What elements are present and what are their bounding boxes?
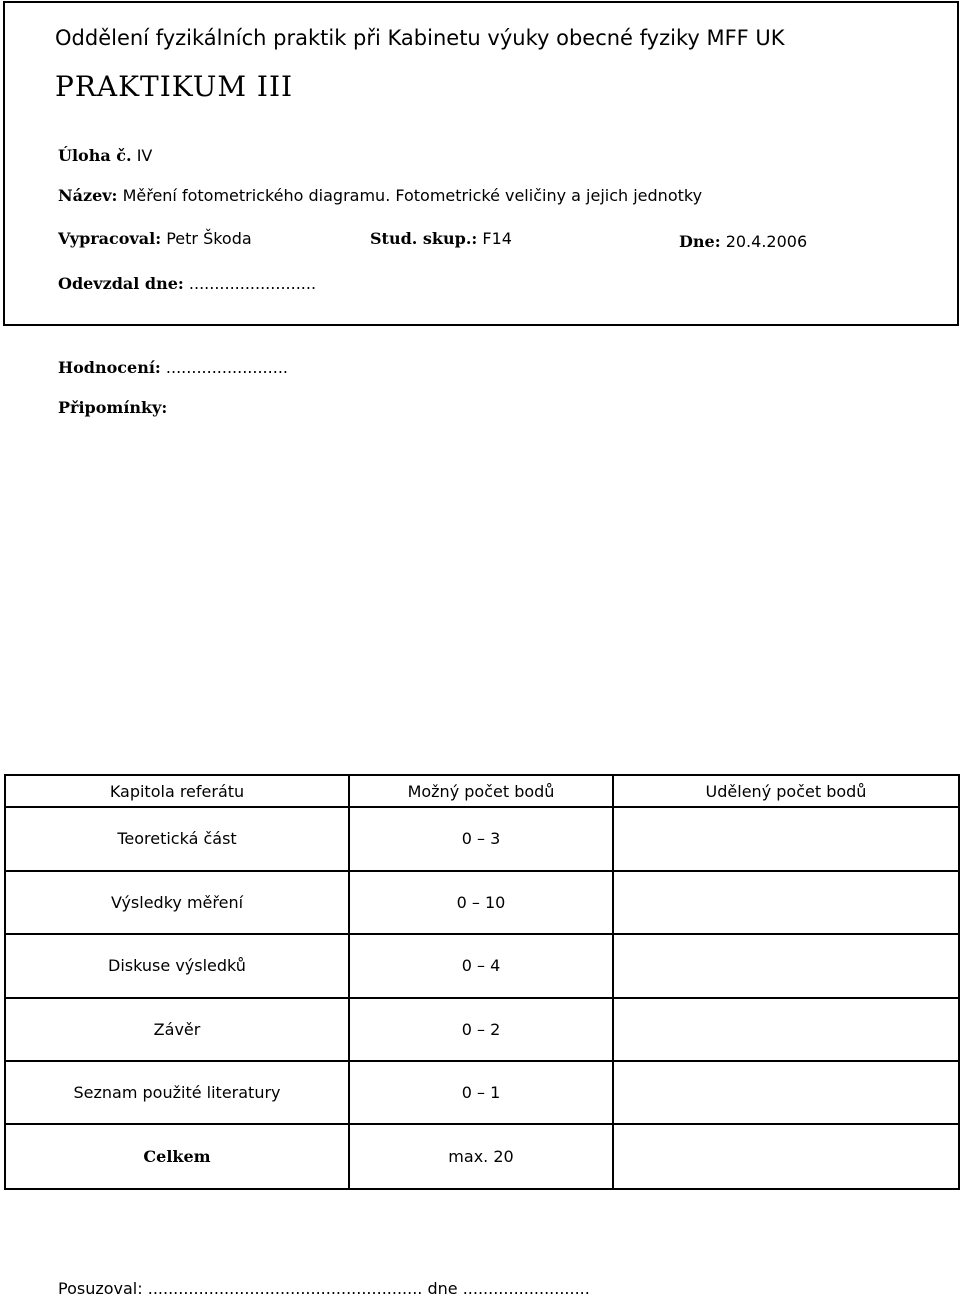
table-row xyxy=(5,871,959,934)
reviewer-label: Posuzoval: xyxy=(58,1279,143,1298)
notes-label: Připomínky: xyxy=(58,398,168,417)
date-value: 20.4.2006 xyxy=(725,232,808,251)
row-chapter: Teoretická část xyxy=(5,807,349,870)
task-label: Úloha č. xyxy=(58,146,132,165)
total-chapter: Celkem xyxy=(5,1124,349,1189)
table-row xyxy=(5,998,959,1061)
row-possible: 0 – 4 xyxy=(349,934,613,997)
header-possible: Možný počet bodů xyxy=(349,775,613,807)
row-possible: 0 – 2 xyxy=(349,998,613,1061)
row-chapter: Výsledky měření xyxy=(5,871,349,934)
task-line xyxy=(58,146,152,165)
row-awarded xyxy=(613,871,959,934)
date-line xyxy=(679,232,807,251)
row-awarded xyxy=(613,807,959,870)
rating-label: Hodnocení: xyxy=(58,358,161,377)
submitted-line xyxy=(58,274,316,293)
reviewer-value: ...................................................... xyxy=(147,1279,423,1298)
score-table-wrapper xyxy=(4,774,958,1190)
row-possible: 0 – 1 xyxy=(349,1061,613,1124)
title-label: Název: xyxy=(58,186,118,205)
author-value: Petr Škoda xyxy=(166,229,252,248)
row-chapter: Diskuse výsledků xyxy=(5,934,349,997)
table-row xyxy=(5,807,959,870)
row-awarded xyxy=(613,998,959,1061)
table-total-row xyxy=(5,1124,959,1189)
total-awarded xyxy=(613,1124,959,1189)
title-value: Měření fotometrického diagramu. Fotometrické veličiny a jejich jednotky xyxy=(122,186,703,205)
table-row xyxy=(5,1061,959,1124)
review-date-value: ......................... xyxy=(462,1279,590,1298)
table-row xyxy=(5,934,959,997)
department-name: Oddělení fyzikálních praktik při Kabinetu výuky obecné fyziky MFF UK xyxy=(55,26,785,50)
notes-line xyxy=(58,398,167,417)
row-chapter: Závěr xyxy=(5,998,349,1061)
score-table xyxy=(4,774,960,1190)
group-label: Stud. skup.: xyxy=(370,229,478,248)
group-line xyxy=(370,229,512,248)
author-line xyxy=(58,229,252,248)
author-label: Vypracoval: xyxy=(58,229,162,248)
header-chapter: Kapitola referátu xyxy=(5,775,349,807)
total-possible: max. 20 xyxy=(349,1124,613,1189)
row-possible: 0 – 3 xyxy=(349,807,613,870)
reviewer-line xyxy=(58,1279,590,1298)
row-awarded xyxy=(613,934,959,997)
rating-value: ........................ xyxy=(165,358,288,377)
table-header-row xyxy=(5,775,959,807)
date-label: Dne: xyxy=(679,232,721,251)
review-date-label: dne xyxy=(427,1279,458,1298)
row-chapter: Seznam použité literatury xyxy=(5,1061,349,1124)
header-awarded: Udělený počet bodů xyxy=(613,775,959,807)
rating-line xyxy=(58,358,288,377)
task-value: IV xyxy=(136,146,153,165)
row-awarded xyxy=(613,1061,959,1124)
title-line xyxy=(58,186,702,205)
submitted-value: ......................... xyxy=(188,274,317,293)
course-title: PRAKTIKUM III xyxy=(55,70,294,103)
row-possible: 0 – 10 xyxy=(349,871,613,934)
submitted-label: Odevzdal dne: xyxy=(58,274,184,293)
group-value: F14 xyxy=(482,229,512,248)
